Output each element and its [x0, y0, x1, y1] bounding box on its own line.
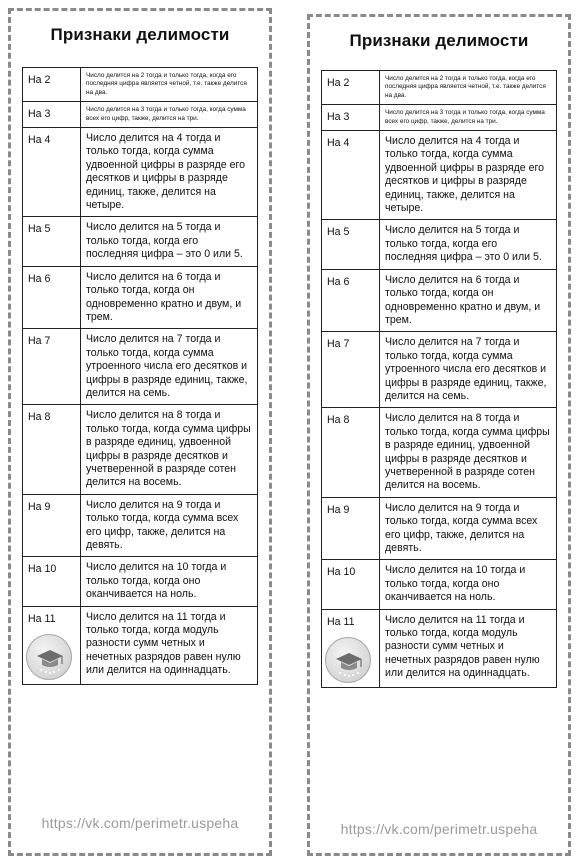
table-row: [322, 497, 557, 560]
rule-label: На 3: [23, 102, 81, 128]
rule-text: Число делится на 5 тогда и только тогда, когда его последняя цифра – это 0 или 5.: [380, 220, 557, 269]
table-row: [23, 557, 258, 606]
rule-text: Число делится на 9 тогда и только тогда, когда сумма всех его цифр, также, делится на девять.: [380, 497, 557, 560]
rule-label: На 8: [322, 408, 380, 497]
rule-label: На 11: [28, 612, 56, 625]
rule-label: На 11: [327, 615, 355, 628]
rule-text: Число делится на 9 тогда и только тогда, когда сумма всех его цифр, также, делится на девять.: [81, 494, 258, 557]
rule-text: Число делится на 8 тогда и только тогда, когда сумма цифры в разряде единиц, удвоенной цифры в разряде десятков и учетверенной в разряде сотен делится на восемь.: [81, 405, 258, 494]
rule-label: На 2: [23, 68, 81, 102]
rule-label: На 7: [23, 329, 81, 405]
rule-text: Число делится на 6 тогда и только тогда, когда он одновременно кратно и двум, и трем.: [81, 266, 258, 329]
graduation-cap-icon: [26, 634, 72, 680]
rule-text: Число делится на 7 тогда и только тогда, когда сумма утроенного числа его десятков и цифры в разряде единиц, также, делится на семь.: [81, 329, 258, 405]
table-row: [23, 266, 258, 329]
rule-label: На 4: [23, 128, 81, 217]
table-row: [322, 609, 557, 687]
rule-text: Число делится на 7 тогда и только тогда, когда сумма утроенного числа его десятков и цифры в разряде единиц, также, делится на семь.: [380, 332, 557, 408]
graduation-cap-icon: [325, 637, 371, 683]
rule-label: На 9: [322, 497, 380, 560]
rule-text: Число делится на 11 тогда и только тогда, когда модуль разности сумм четных и нечетных разрядов равен нулю или делится на одиннадцать.: [380, 609, 557, 687]
table-row: [322, 71, 557, 105]
rule-text: Число делится на 6 тогда и только тогда, когда он одновременно кратно и двум, и трем.: [380, 269, 557, 332]
source-link: https://vk.com/perimetr.uspeha: [41, 815, 239, 831]
table-row: [23, 494, 258, 557]
table-row: [322, 269, 557, 332]
table-row: [23, 102, 258, 128]
rule-text: Число делится на 11 тогда и только тогда, когда модуль разности сумм четных и нечетных разрядов равен нулю или делится на одиннадцать.: [81, 606, 258, 684]
rule-label: На 8: [23, 405, 81, 494]
rule-text: Число делится на 10 тогда и только тогда, когда оно оканчивается на ноль.: [380, 560, 557, 609]
table-row: [23, 217, 258, 266]
rule-label-cell: [23, 606, 81, 684]
bookmark-card-right: [307, 14, 571, 856]
table-row: [23, 405, 258, 494]
table-row: [322, 220, 557, 269]
rule-text: Число делится на 3 тогда и только тогда, когда сумма всех его цифр, также, делится на три.: [81, 102, 258, 128]
rule-label: На 10: [23, 557, 81, 606]
rule-label: На 10: [322, 560, 380, 609]
rule-label: На 6: [23, 266, 81, 329]
rule-text: Число делится на 5 тогда и только тогда, когда его последняя цифра – это 0 или 5.: [81, 217, 258, 266]
card-title: Признаки делимости: [50, 25, 230, 44]
table-row: [23, 128, 258, 217]
divisibility-rules-table: [22, 67, 258, 685]
rule-text: Число делится на 2 тогда и только тогда, когда его последняя цифра является четной, т.е. также делится на два.: [380, 71, 557, 105]
table-row: [23, 68, 258, 102]
rule-label: На 9: [23, 494, 81, 557]
rule-label: На 2: [322, 71, 380, 105]
rule-label: На 6: [322, 269, 380, 332]
table-row: [322, 332, 557, 408]
rule-label: На 3: [322, 105, 380, 131]
rule-label: На 4: [322, 131, 380, 220]
rule-label-cell: [322, 609, 380, 687]
rule-label: На 7: [322, 332, 380, 408]
table-row: [322, 105, 557, 131]
rule-text: Число делится на 8 тогда и только тогда, когда сумма цифры в разряде единиц, удвоенной цифры в разряде десятков и учетверенной в разряде сотен делится на восемь.: [380, 408, 557, 497]
table-row: [322, 408, 557, 497]
rule-text: Число делится на 4 тогда и только тогда, когда сумма удвоенной цифры в разряде его десятков и цифры в разряде единиц, также, делится на четыре.: [81, 128, 258, 217]
bookmark-card-left: [8, 8, 272, 856]
table-row: [322, 560, 557, 609]
rule-text: Число делится на 10 тогда и только тогда, когда оно оканчивается на ноль.: [81, 557, 258, 606]
source-link: https://vk.com/perimetr.uspeha: [340, 821, 538, 837]
table-row: [23, 606, 258, 684]
table-row: [23, 329, 258, 405]
rule-text: Число делится на 3 тогда и только тогда, когда сумма всех его цифр, также, делится на три.: [380, 105, 557, 131]
rule-label: На 5: [23, 217, 81, 266]
rule-label: На 5: [322, 220, 380, 269]
table-row: [322, 131, 557, 220]
divisibility-rules-table: [321, 70, 557, 688]
rule-text: Число делится на 4 тогда и только тогда, когда сумма удвоенной цифры в разряде его десятков и цифры в разряде единиц, также, делится на четыре.: [380, 131, 557, 220]
card-title: Признаки делимости: [349, 31, 529, 50]
rule-text: Число делится на 2 тогда и только тогда, когда его последняя цифра является четной, т.е. также делится на два.: [81, 68, 258, 102]
